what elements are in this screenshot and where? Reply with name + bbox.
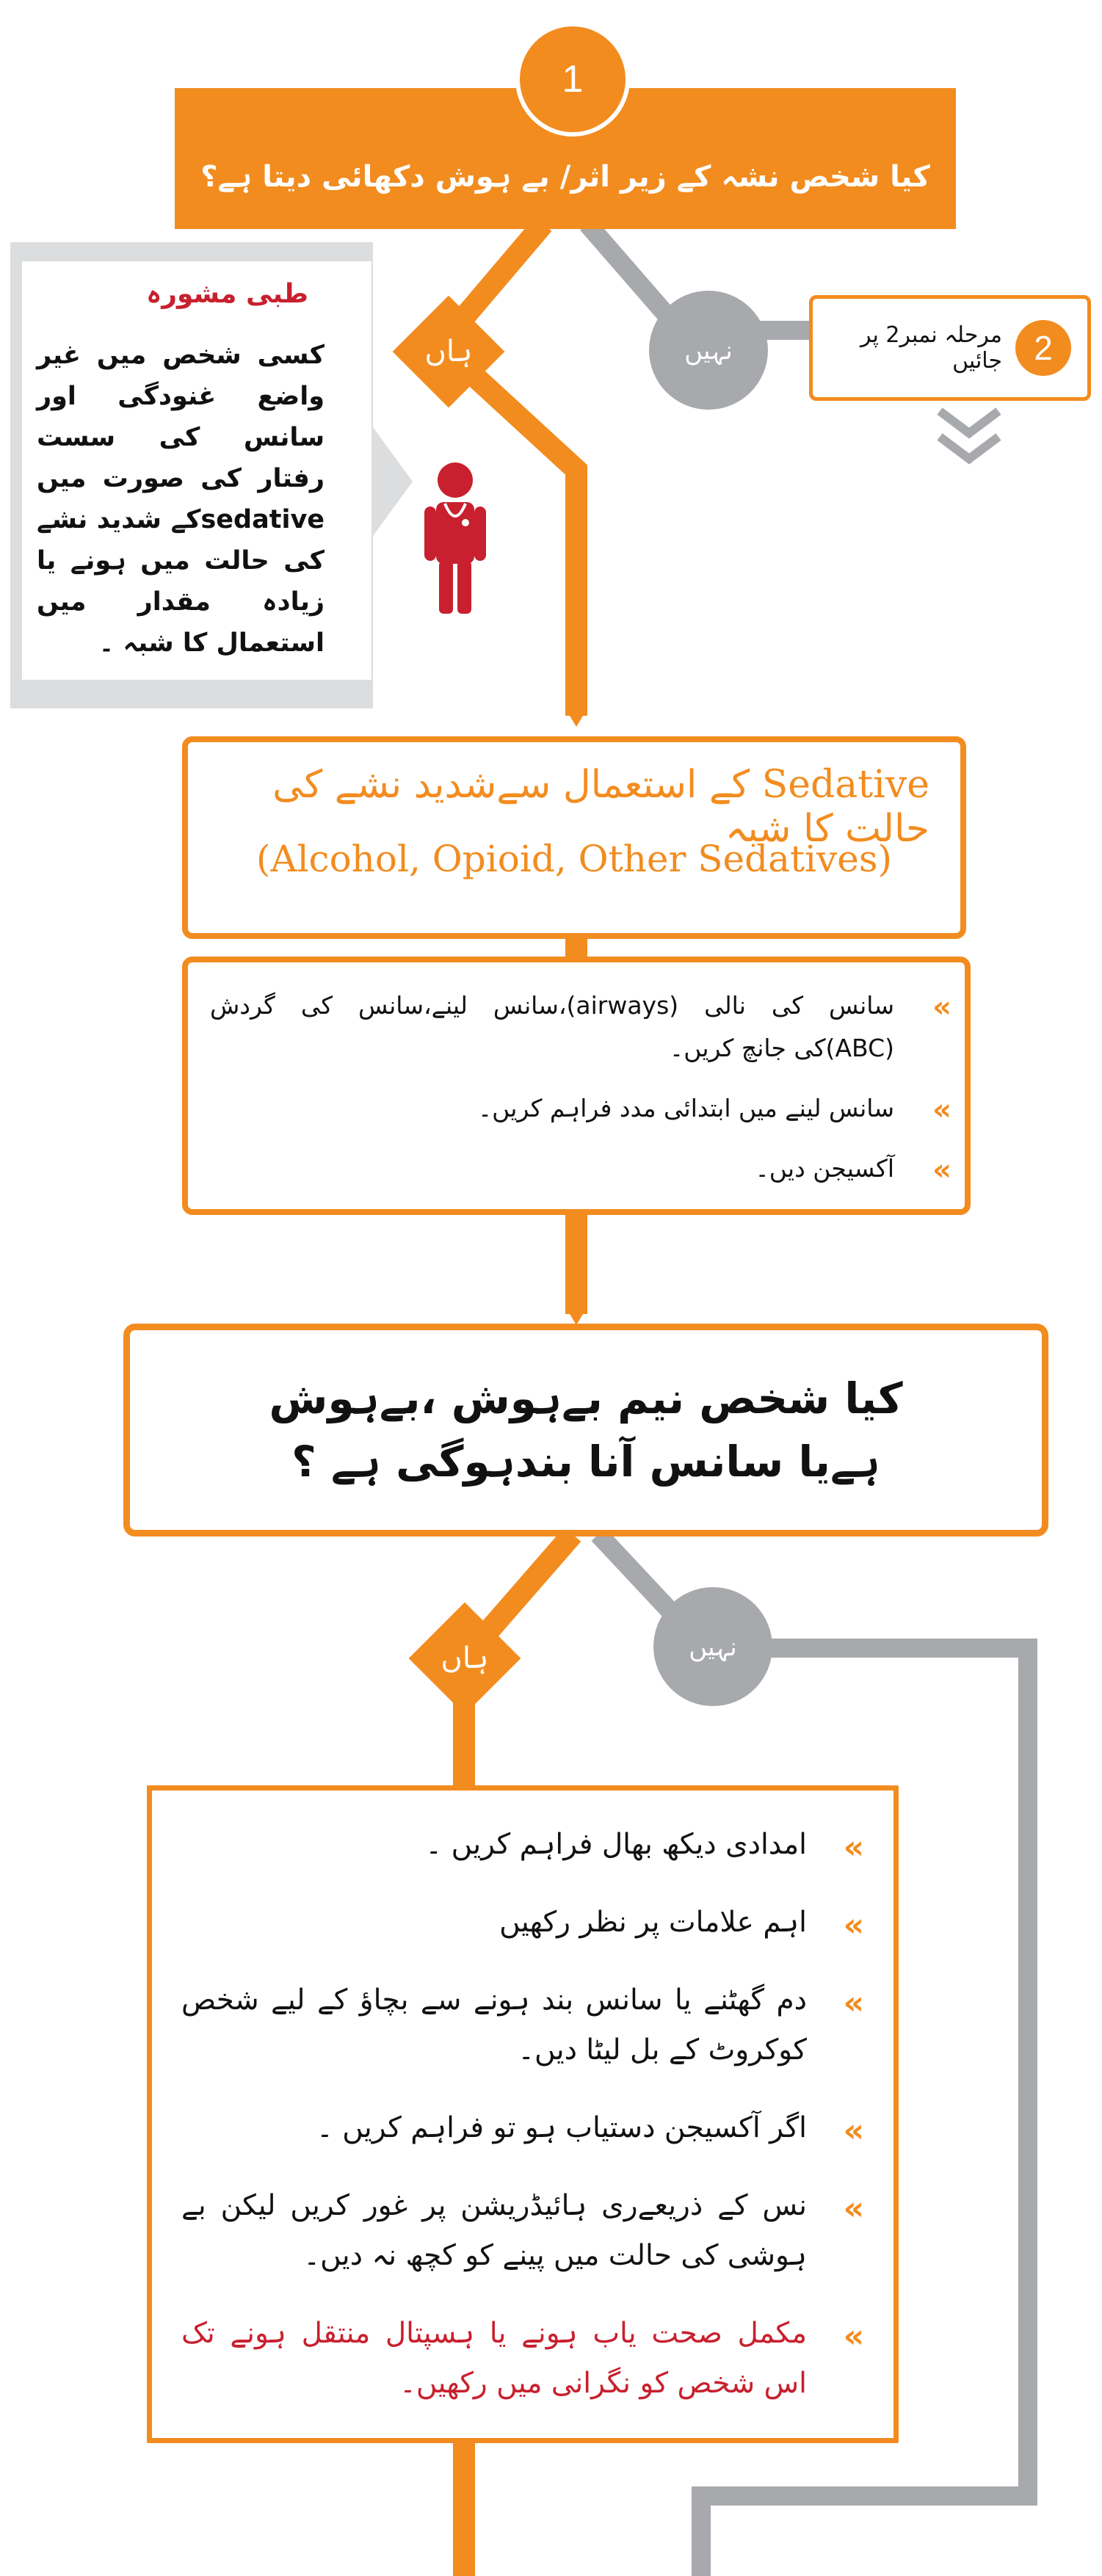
step-number-circle bbox=[515, 22, 630, 137]
care-step-text-highlight: مکمل صحت یاب ہونے یا ہسپتال منتقل ہونے تک اس شخص کو نگرانی میں رکھیں۔ bbox=[181, 2317, 807, 2400]
goto-step-2-box bbox=[809, 295, 1091, 401]
yes-diamond-1 bbox=[394, 297, 504, 407]
chevron-right-icon: » bbox=[843, 2190, 864, 2227]
goto-step-number bbox=[1015, 320, 1071, 376]
no-label-2: نہیں bbox=[689, 1632, 737, 1662]
question-1-text: کیا شخص نشہ کے زیر اثر/ بے ہوش دکھائی دیتا ہے؟ bbox=[200, 160, 930, 194]
list-item bbox=[181, 2181, 864, 2281]
initial-checks-list bbox=[210, 984, 951, 1208]
check-item-text: آکسیجن دیں۔ bbox=[755, 1154, 894, 1183]
list-item bbox=[181, 2103, 864, 2153]
chevron-right-icon: » bbox=[932, 1093, 951, 1127]
list-item bbox=[210, 984, 951, 1070]
chevron-right-icon: » bbox=[843, 1984, 864, 2022]
question-2-box bbox=[123, 1324, 1048, 1536]
arrow-tip-1 bbox=[565, 708, 587, 727]
yes-diamond-2 bbox=[410, 1603, 520, 1713]
list-item bbox=[181, 1898, 864, 1948]
care-step-text: امدادی دیکھ بھال فراہم کریں ۔ bbox=[425, 1828, 807, 1861]
medical-advice-panel bbox=[22, 261, 371, 680]
care-steps-box bbox=[147, 1785, 899, 2443]
no-label-1: نہیں bbox=[684, 335, 733, 366]
list-item bbox=[181, 1820, 864, 1870]
chevron-right-icon: » bbox=[843, 2318, 864, 2355]
no-circle-1 bbox=[649, 291, 768, 410]
list-item bbox=[181, 1975, 864, 2075]
yes-label-1: ہاں bbox=[424, 335, 473, 369]
check-item-text: سانس لینے میں ابتدائی مدد فراہم کریں۔ bbox=[477, 1094, 894, 1122]
chevron-right-icon: » bbox=[843, 1829, 864, 1866]
check-item-text: سانس کی نالی (airways)،سانس لینے،سانس کی گردش (ABC)کی جانچ کریں۔ bbox=[210, 991, 894, 1062]
suspicion-box bbox=[182, 736, 966, 939]
care-steps-list bbox=[181, 1820, 864, 2437]
chevron-right-icon: » bbox=[932, 990, 951, 1024]
chevron-right-icon: » bbox=[843, 2112, 864, 2149]
question-2-text: کیا شخص نیم بےہوش ،بےہوش ہےیا سانس آنا بندہوگی ہے ؟ bbox=[269, 1374, 903, 1487]
goto-step-text: مرحلہ نمبر2 پر جائیں bbox=[860, 322, 1002, 374]
care-step-text: اگر آکسیجن دستیاب ہو تو فراہم کریں ۔ bbox=[316, 2111, 807, 2144]
yes-label-2: ہاں bbox=[441, 1641, 489, 1675]
no-circle-2 bbox=[653, 1587, 772, 1706]
chevron-right-icon: » bbox=[932, 1153, 951, 1187]
initial-checks-box bbox=[182, 957, 971, 1215]
list-item bbox=[181, 2309, 864, 2409]
step-number: 1 bbox=[562, 58, 584, 101]
goto-step-number-text: 2 bbox=[1034, 329, 1053, 367]
medical-advice-title: طبی مشورہ bbox=[146, 279, 308, 309]
suspicion-title: Sedative کے استعمال سےشدید نشے کی حالت کا شبہ bbox=[272, 763, 929, 851]
list-item bbox=[210, 1147, 951, 1190]
suspicion-substances: (Alcohol, Opioid, Other Sedatives) bbox=[255, 838, 893, 880]
doctor-icon bbox=[424, 462, 486, 614]
chevron-right-icon: » bbox=[843, 1906, 864, 1944]
medical-advice-body: کسی شخص میں غیر واضع غنودگی اور سانس کی سست رفتار کی صورت میں sedativeکے شدید نشے کی حالت میں ہونے یا زیادہ مقدار میں استعمال کا شبہ ۔ bbox=[37, 341, 325, 658]
double-chevron-down-icon bbox=[940, 411, 998, 459]
list-item bbox=[210, 1087, 951, 1130]
care-step-text: دم گھٹنے یا سانس بند ہونے سے بچاؤ کے لیے شخص کوکروٹ کے بل لیٹا دیں۔ bbox=[181, 1984, 807, 2067]
care-step-text: اہم علامات پر نظر رکھیں bbox=[499, 1906, 807, 1939]
care-step-text: نس کے ذریعےری ہائیڈریشن پر غور کریں لیکن بے ہوشی کی حالت میں پینے کو کچھ نہ دیں۔ bbox=[181, 2189, 807, 2272]
arrow-tip-2 bbox=[565, 1307, 587, 1325]
